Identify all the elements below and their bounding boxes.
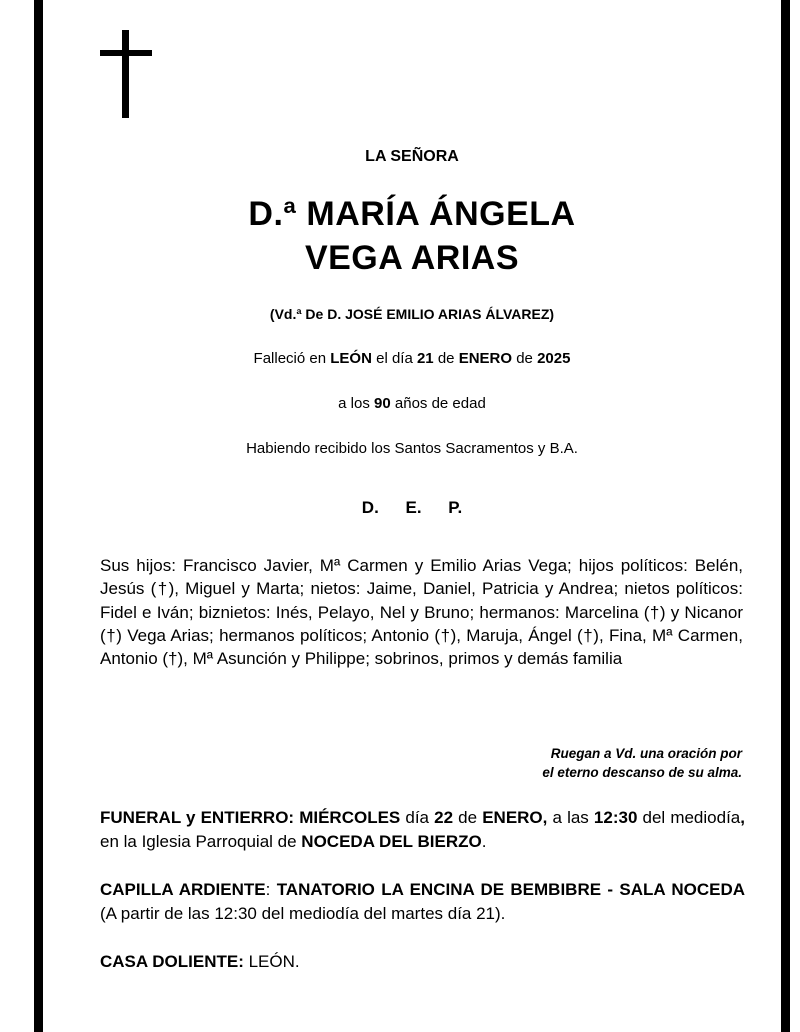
age-line: a los 90 años de edad: [338, 395, 486, 412]
left-border: [34, 0, 43, 1032]
widow-of: (Vd.ª De D. JOSÉ EMILIO ARIAS ÁLVAREZ): [269, 306, 555, 322]
house-info: CASA DOLIENTE: LEÓN.: [100, 952, 300, 971]
death-place: LEÓN: [330, 350, 372, 367]
prayer-request: [400, 744, 742, 782]
family-list: Sus hijos: Francisco Javier, Mª Carmen y Emilio Arias Vega; hijos políticos: Belén, Jesús (†), Miguel y Marta; nietos: Jaime, Daniel, Patricia y Andrea; nietos políticos: Fidel e Iván; biznietos: Inés, Pelayo, Nel y Bruno; hermanos: Marcelina (†) y Nicanor (†) Vega Arias; hermanos políticos; Antonio (†), Maruja, Ángel (†), Fina, Mª Carmen, Antonio (†), Mª Asunción y Philippe; sobrinos, primos y demás familia: [100, 556, 743, 669]
death-notice: Falleció en LEÓN el día 21 de ENERO de 2025: [253, 350, 571, 367]
cross-icon: [100, 30, 152, 118]
sacraments-line: Habiendo recibido los Santos Sacramentos y B.A.: [246, 440, 578, 457]
death-year: 2025: [537, 350, 571, 367]
prayer-line2: el eterno descanso de su alma.: [542, 765, 742, 780]
death-day: 21: [416, 350, 434, 367]
right-border: [781, 0, 790, 1032]
deceased-name-line1: D.ª MARÍA ÁNGELA: [248, 195, 576, 233]
prayer-line1: Ruegan a Vd. una oración por: [550, 746, 742, 761]
deceased-name-line2: VEGA ARIAS: [304, 239, 520, 277]
title-prefix: LA SEÑORA: [365, 148, 459, 165]
dep-line: D. E. P.: [361, 498, 463, 517]
chapel-info: CAPILLA ARDIENTE: TANATORIO LA ENCINA DE BEMBIBRE - SALA NOCEDA (A partir de las 12:30 del mediodía del martes día 21).: [100, 880, 746, 923]
funeral-info: FUNERAL y ENTIERRO: MIÉRCOLES día 22 de ENERO, a las 12:30 del mediodía, en la Iglesia Parroquial de NOCEDA DEL BIERZO.: [100, 808, 745, 851]
age-years: 90: [374, 395, 391, 412]
death-month: ENERO: [458, 350, 513, 367]
